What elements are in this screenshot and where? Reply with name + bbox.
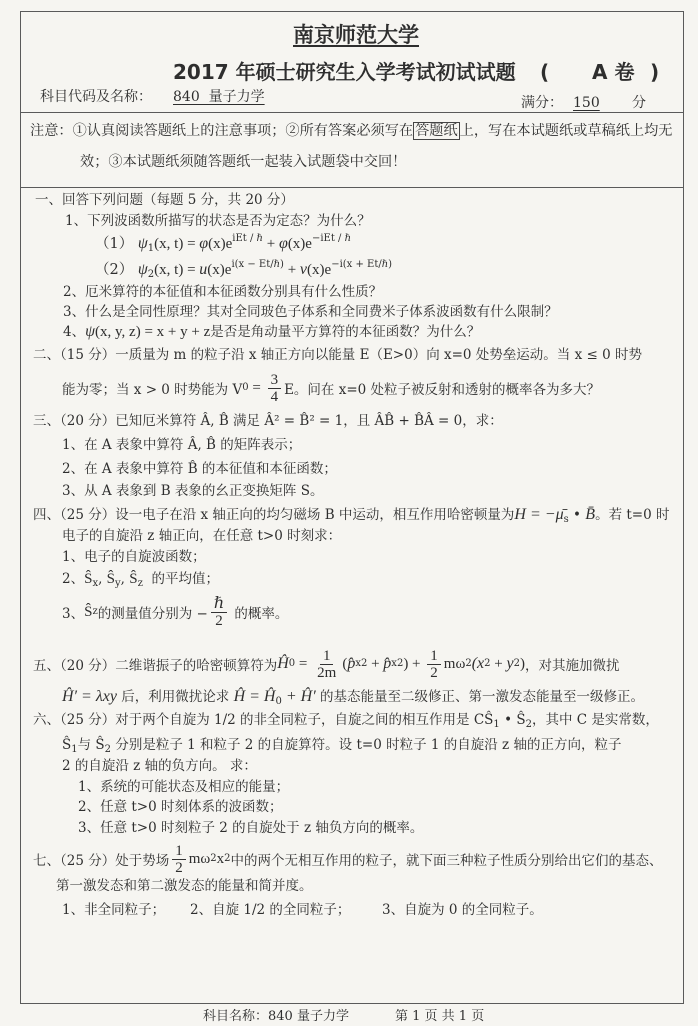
subject-value: 840 量子力学 — [173, 89, 265, 105]
question-text: 中的两个无相互作用的粒子，就下面三种粒子性质分别给出它们的基态、 — [230, 853, 663, 869]
psi-symbol: ψ — [137, 235, 148, 252]
formula-text: (x)e — [208, 236, 233, 252]
q4-line-2: 电子的自旋沿 z 轴正向，在任意 t>0 时刻求： — [62, 528, 342, 544]
answer-sheet-boxed-term: 答题纸 — [415, 123, 458, 139]
question-text: E。问在 x=0 处粒子被反射和透射的概率各为多大？ — [284, 382, 601, 398]
q4-item-3: 3、 Ŝ z 的测量值分别为 − $\frac{\text{ℏ}}{2}$ 的概率。 — [62, 594, 289, 629]
q3-item-3: 3、从 A 表象到 B 表象的幺正变换矩阵 S。 — [62, 483, 324, 499]
question-text: 。若 t=0 时 — [595, 507, 670, 523]
subscript: 2 — [147, 269, 155, 280]
paren-close: ) — [519, 655, 525, 672]
m-omega: mω — [443, 655, 466, 672]
plus-sign: + — [283, 262, 300, 278]
q6-item-1: 1、系统的可能状态及相应的能量； — [78, 779, 290, 795]
spin-operator: Ŝ — [106, 571, 116, 587]
momentum-operator: p̂ — [383, 655, 392, 672]
perturbation-expr: Ĥ′ = λxy — [62, 688, 117, 705]
phi-symbol: φ — [278, 235, 288, 252]
magnetic-field-vector: B̄ — [585, 506, 596, 523]
item-number: 2、 — [62, 571, 85, 587]
formula-text: • Ŝ — [499, 712, 526, 728]
y-symbol: y — [506, 655, 514, 672]
spin-operator: Ŝ — [84, 571, 93, 587]
total-hamiltonian: Ĥ = Ĥ — [233, 688, 276, 705]
item-number: 4、 — [63, 324, 86, 340]
hamiltonian-expr: H = −μ̄ — [514, 506, 564, 523]
fraction-one-half — [427, 648, 441, 681]
question-text: 的平均值； — [142, 571, 219, 587]
dot-operator: • — [568, 507, 586, 523]
subscript: s — [563, 514, 569, 525]
spin-operator: Ŝ — [62, 737, 72, 753]
numerator: ℏ — [211, 596, 227, 613]
subscript: 1 — [147, 243, 155, 254]
q6-line-3: 2 的自旋沿 z 轴的负方向。 求： — [62, 758, 257, 774]
formula-args: (x, t) = — [154, 262, 200, 278]
q3-line-1: 三、（20 分）已知厄米算符 Â, B̂ 满足 Â² = B̂² = 1，且 ÂB̂ + B̂Â = 0，求： — [33, 413, 503, 429]
v-symbol: v — [299, 261, 308, 278]
question-text: 七、（25 分）处于势场 — [33, 853, 170, 869]
question-text: 四、（25 分）设一电子在沿 x 轴正向的均匀磁场 B 中运动，相互作用哈密顿量为 — [33, 507, 515, 523]
numerator: 1 — [172, 843, 186, 860]
psi-symbol: ψ — [137, 261, 148, 278]
formula-text: (x)e — [287, 236, 312, 252]
score-label: 满分： — [521, 95, 563, 111]
question-text: 六、（25 分）对于两个自旋为 1/2 的非全同粒子，自旋之间的相互作用是 CŜ — [33, 712, 494, 728]
q1-item-1: 1、下列波函数所描写的状态是否为定态？为什么？ — [65, 213, 371, 229]
score-value: 150 — [573, 95, 600, 111]
subscript: z — [137, 578, 143, 589]
denominator: 2 — [175, 859, 183, 876]
q2-line-1: 二、（15 分）一质量为 m 的粒子沿 x 轴正方向以能量 E（E>0）向 x=0 处势垒运动。当 x ≤ 0 时势 — [33, 347, 642, 363]
score-unit: 分 — [632, 95, 646, 111]
q4-item-2 — [62, 569, 219, 589]
q3-item-2: 2、在 A 表象中算符 B̂ 的本征值和本征函数； — [62, 461, 337, 477]
x-symbol: x — [216, 850, 225, 867]
spin-operator: Ŝ — [129, 571, 138, 587]
denominator: 2m — [317, 664, 337, 681]
q7-item-3: 3、自旋为 0 的全同粒子。 — [382, 902, 543, 918]
question-text: ，其中 C 是实常数， — [531, 712, 659, 728]
u-symbol: u — [199, 261, 208, 278]
q3-item-1: 1、在 A 表象中算符 Â, B̂ 的矩阵表示； — [62, 437, 302, 453]
plus-sign: + — [490, 655, 507, 672]
notice-line-2: 效；③本试题纸须随答题纸一起装入试题袋中交回！ — [80, 154, 407, 170]
q1-item-4 — [63, 323, 480, 341]
question-text: ，对其施加微扰 — [524, 658, 620, 674]
numerator: 1 — [427, 648, 441, 665]
paper-paren-open: ( — [540, 60, 550, 84]
q1-item-2: 2、厄米算符的本征值和本征函数分别具有什么性质？ — [63, 284, 383, 300]
q1-wavefunction-1 — [95, 234, 351, 254]
question-text: 五、（20 分）二维谐振子的哈密顿算符为 — [33, 658, 278, 674]
subscript: 1 — [71, 744, 78, 755]
formula-label: （2） — [95, 262, 138, 278]
question-text: 分别是粒子 1 和粒子 2 的自旋算符。设 t=0 时粒子 1 的自旋沿 z 轴的正方向，粒子 — [111, 737, 622, 753]
item-number: 3、 — [62, 606, 85, 622]
header-divider — [20, 112, 684, 113]
q6-item-2: 2、任意 t>0 时刻体系的波函数； — [78, 799, 283, 815]
paper-paren-close: ) — [650, 60, 660, 84]
fraction-hbar-over-2 — [211, 596, 227, 629]
q2-line-2: 能为零；当 x > 0 时势能为 V 0 = $\frac{3}{4}$ E。问在 x=0 处粒子被反射和透射的概率各为多大？ — [62, 371, 601, 405]
formula-text: (x, y, z) = x + y + z — [95, 324, 211, 340]
numerator: 1 — [320, 648, 334, 665]
exponent: iEt / ℏ — [232, 233, 263, 244]
question-text: 是否是角动量平方算符的本征函数？为什么？ — [210, 324, 481, 340]
q1-item-3: 3、什么是全同性原理？其对全同玻色子体系和全同费米子体系波函数有什么限制？ — [63, 304, 558, 320]
exam-title: 2017 年硕士研究生入学考试初试试题 — [173, 60, 516, 84]
q4-item-1: 1、电子的自旋波函数； — [62, 549, 206, 565]
equals-sign: = — [248, 379, 265, 396]
q5-line-2 — [62, 688, 644, 706]
paper-label: A 卷 — [592, 60, 635, 84]
formula-text: (x)e — [207, 262, 232, 278]
hamiltonian-symbol: Ĥ — [277, 655, 289, 672]
exponent: −i(x + Et/ℏ) — [331, 259, 393, 270]
numerator: 3 — [268, 372, 282, 389]
notice-label: 注意： — [30, 123, 73, 139]
psi-symbol: ψ — [85, 323, 96, 340]
plus-sign: + — [262, 236, 279, 252]
spin-operator: Ŝ — [84, 603, 93, 620]
q6-line-2 — [62, 736, 621, 754]
q7-item-1: 1、非全同粒子； — [62, 902, 166, 918]
q1-heading: 一、回答下列问题（每题 5 分，共 20 分） — [35, 192, 294, 208]
q6-item-3: 3、任意 t>0 时刻粒子 2 的自旋处于 z 轴负方向的概率。 — [78, 820, 424, 836]
question-text: 的测量值分别为 − — [97, 606, 208, 622]
subscript: 1 — [493, 719, 500, 730]
subscript: 2 — [104, 744, 112, 755]
paren-close-plus: ) + — [403, 655, 425, 672]
paren-open: ( — [342, 655, 348, 672]
subscript: 2 — [525, 719, 532, 730]
question-text: 后，利用微扰论求 — [116, 689, 234, 705]
question-text: 的基态能量至二级修正、第一激发态能量至一级修正。 — [315, 689, 645, 705]
notice-text: 上，写在本试题纸或草稿纸上均无 — [459, 123, 673, 139]
denominator: 4 — [270, 388, 279, 405]
m-omega: mω — [188, 850, 211, 867]
fraction-1-over-2m — [314, 648, 339, 681]
phi-symbol: φ — [199, 235, 209, 252]
notice-divider — [20, 187, 684, 188]
q7-item-2: 2、自旋 1/2 的全同粒子； — [190, 902, 351, 918]
notice-text: ①认真阅读答题纸上的注意事项；②所有答案必须写在 — [72, 123, 414, 139]
fraction-one-half — [172, 843, 186, 876]
equals-sign: = — [295, 655, 312, 672]
formula-text: (x — [471, 655, 485, 672]
question-text: 与 Ŝ — [77, 737, 105, 753]
separator: , — [98, 571, 107, 587]
subscript: 0 — [275, 696, 282, 707]
formula-text: (x)e — [307, 262, 332, 278]
subscript: x — [92, 578, 99, 589]
footer-subject: 科目名称：840 量子力学 — [203, 1009, 349, 1024]
formula-args: (x, t) = — [154, 236, 200, 252]
q7-line-2: 第一激发态和第二激发态的能量和简并度。 — [56, 878, 313, 894]
fraction-three-quarters — [268, 372, 282, 405]
formula-label: （1） — [95, 236, 138, 252]
q5-line-1: 五、（20 分）二维谐振子的哈密顿算符为 Ĥ 0 = $\frac{1}{2m}$ ( p̂ x 2 + p̂ x 2 ) + $\frac{1}{2}$ mω 2 (x 2 + y 2 ) ，对其施加微扰 — [33, 647, 620, 681]
footer-page-number: 第 1 页 共 1 页 — [395, 1009, 485, 1024]
separator: , — [120, 571, 130, 587]
formula-text: + Ĥ′ — [281, 688, 316, 705]
denominator: 2 — [430, 664, 438, 681]
exponent: −iEt / ℏ — [311, 233, 352, 244]
denominator: 2 — [215, 612, 223, 629]
q4-line-1 — [33, 506, 670, 524]
momentum-operator: p̂ — [347, 655, 356, 672]
university-name: 南京师范大学 — [293, 23, 419, 47]
exponent: i(x − Et/ℏ) — [231, 259, 284, 270]
q7-line-1: 七、（25 分）处于势场 $\frac{1}{2}$ mω 2 x 2 中的两个无相互作用的粒子，就下面三种粒子性质分别给出它们的基态、 — [33, 842, 663, 876]
q1-wavefunction-2 — [95, 260, 392, 280]
question-text: 的概率。 — [230, 606, 289, 622]
subject-label: 科目代码及名称： — [40, 89, 152, 105]
plus-sign: + — [367, 655, 384, 672]
question-text: 能为零；当 x > 0 时势能为 V — [62, 382, 243, 398]
subscript: y — [115, 578, 121, 589]
q6-line-1 — [33, 711, 659, 729]
notice-line-1 — [30, 122, 673, 140]
